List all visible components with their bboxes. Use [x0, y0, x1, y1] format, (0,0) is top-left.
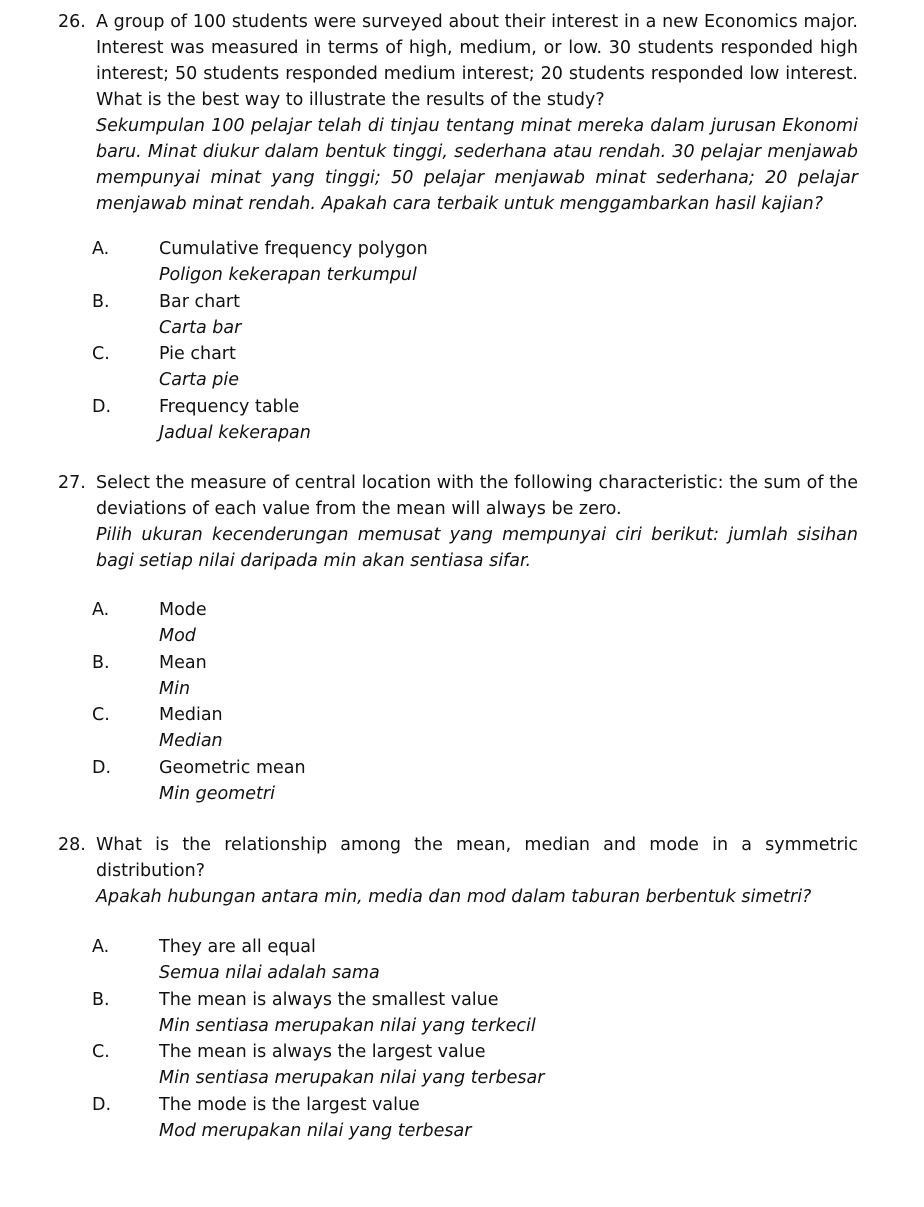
option-b[interactable]: [92, 289, 852, 342]
option-d[interactable]: [92, 394, 852, 447]
option-text-malay: Carta bar: [159, 317, 242, 338]
option-d[interactable]: [92, 755, 852, 808]
option-a[interactable]: [92, 934, 852, 987]
question-number: 26.: [58, 12, 86, 32]
question-text-english: Select the measure of central location with the following characteristic: the sum of the deviations of each value from the mean will always be zero.: [96, 473, 858, 519]
option-text-english: The mode is the largest value: [159, 1094, 420, 1115]
options-26: [92, 236, 852, 446]
question-text-malay: Apakah hubungan antara min, media dan mod dalam taburan berbentuk simetri?: [96, 887, 812, 907]
option-text-malay: Min sentiasa merupakan nilai yang terbesar: [159, 1068, 545, 1088]
option-letter: D.: [92, 1094, 112, 1115]
option-letter: A.: [92, 600, 110, 620]
question-text-english: What is the relationship among the mean, median and mode in a symmetric distribution?: [96, 835, 858, 881]
option-text-english: Mean: [159, 652, 207, 673]
option-text-malay: Mod merupakan nilai yang terbesar: [159, 1120, 472, 1141]
options-28: [92, 934, 852, 1144]
option-c[interactable]: [92, 702, 852, 755]
option-text-malay: Median: [159, 731, 223, 751]
option-text-english: Geometric mean: [159, 757, 306, 778]
option-letter: D.: [92, 396, 112, 417]
question-text-english: A group of 100 students were surveyed about their interest in a new Economics major. Interest was measured in terms of high, medium, or low. 30 students responded high interest; 50 students responded medium interest; 20 students responded low interest. What is the best way to illustrate the results of the study?: [96, 12, 858, 110]
option-text-english: They are all equal: [159, 937, 316, 957]
option-text-malay: Semua nilai adalah sama: [159, 963, 380, 983]
option-text-english: Median: [159, 705, 223, 725]
option-text-english: The mean is always the largest value: [159, 1042, 486, 1062]
question-text-malay: Sekumpulan 100 pelajar telah di tinjau tentang minat mereka dalam jurusan Ekonomi baru. Minat diukur dalam bentuk tinggi, sederhana atau rendah. 30 pelajar menjawab mempunyai minat yang tinggi; 50 pelajar menjawab minat sederhana; 20 pelajar menjawab minat rendah. Apakah cara terbaik untuk menggambarkan hasil kajian?: [96, 116, 858, 214]
option-text-malay: Poligon kekerapan terkumpul: [159, 265, 417, 285]
option-text-english: Pie chart: [159, 344, 236, 364]
option-b[interactable]: [92, 987, 852, 1040]
question-28: [58, 832, 858, 910]
option-letter: A.: [92, 937, 110, 957]
option-text-malay: Carta pie: [159, 370, 240, 390]
option-text-malay: Mod: [159, 626, 196, 646]
option-text-english: Cumulative frequency polygon: [159, 239, 428, 259]
option-letter: B.: [92, 652, 110, 673]
question-number: 27.: [58, 473, 86, 493]
option-letter: B.: [92, 989, 110, 1010]
option-text-malay: Jadual kekerapan: [159, 422, 311, 443]
question-text-malay: Pilih ukuran kecenderungan memusat yang mempunyai ciri berikut: jumlah sisihan bagi setiap nilai daripada min akan sentiasa sifar.: [96, 525, 858, 571]
option-text-malay: Min sentiasa merupakan nilai yang terkecil: [159, 1015, 536, 1036]
option-letter: C.: [92, 344, 110, 364]
option-text-malay: Min geometri: [159, 783, 275, 804]
option-text-english: Bar chart: [159, 291, 240, 312]
option-a[interactable]: [92, 236, 852, 289]
option-c[interactable]: [92, 341, 852, 394]
option-a[interactable]: [92, 597, 852, 650]
option-letter: C.: [92, 705, 110, 725]
option-b[interactable]: [92, 650, 852, 703]
option-letter: C.: [92, 1042, 110, 1062]
option-text-english: Frequency table: [159, 396, 300, 417]
option-letter: B.: [92, 291, 110, 312]
options-27: [92, 597, 852, 807]
option-letter: D.: [92, 757, 112, 778]
option-d[interactable]: [92, 1092, 852, 1145]
option-text-english: Mode: [159, 600, 207, 620]
option-text-english: The mean is always the smallest value: [159, 989, 499, 1010]
question-number: 28.: [58, 835, 86, 855]
option-c[interactable]: [92, 1039, 852, 1092]
question-27: [58, 470, 858, 574]
question-26: [58, 9, 858, 217]
option-text-malay: Min: [159, 678, 191, 699]
option-letter: A.: [92, 239, 110, 259]
